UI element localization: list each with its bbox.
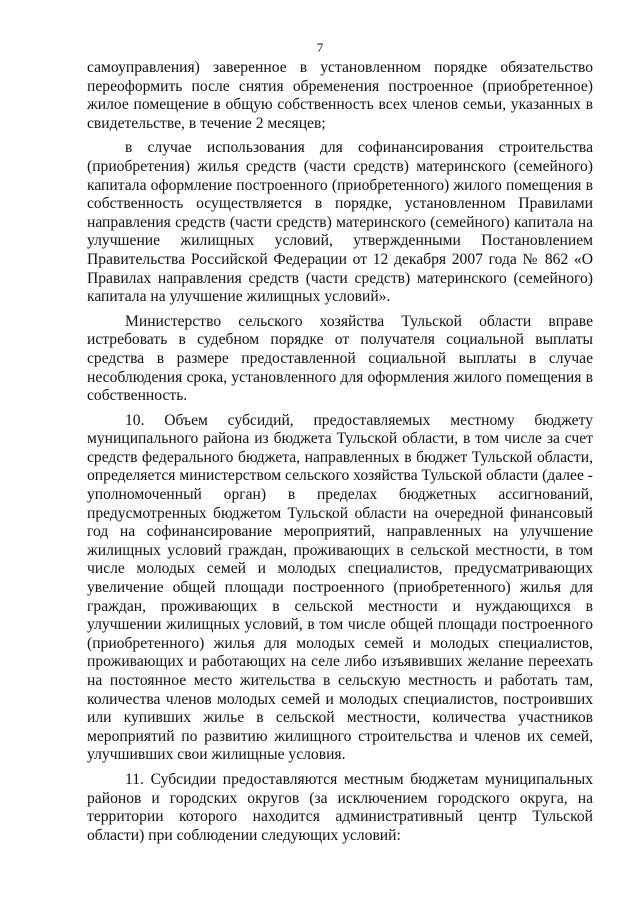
document-body bbox=[87, 59, 593, 845]
paragraph-clause-10: 10. Объем субсидий, предоставляемых местному бюджету муниципального района из бюджета Тульской области, в том числе за счет средств федерального бюджета, направленных в бюджет Тульской области, определяется министерством сельского хозяйства Тульской области (далее - уполномоченный орган) в пределах бюджетных ассигнований, предусмотренных бюджетом Тульской области на очередной финансовый год на софинансирование мероприятий, направленных на улучшение жилищных условий граждан, проживающих в сельской местности, в том числе молодых семей и молодых специалистов, предусматривающих увеличение общей площади построенного (приобретенного) жилья для граждан, проживающих в сельской местности и нуждающихся в улучшении жилищных условий, в том числе общей площади построенного (приобретенного) жилья для молодых семей и молодых специалистов, проживающих и работающих на селе либо изъявивших желание переехать на постоянное место жительства в сельскую местность и работать там, количества членов молодых семей и молодых специалистов, построивших или купивших жилье в сельской местности, количества участников мероприятий по развитию жилищного строительства и членов их семей, улучшивших свои жилищные условия. bbox=[87, 411, 593, 764]
paragraph-clause-11: 11. Субсидии предоставляются местным бюджетам муниципальных районов и городских округов (за исключением городского округа, на территории которого находится административный центр Тульской области) при соблюдении следующих условий: bbox=[87, 770, 593, 844]
paragraph-continuation: самоуправления) заверенное в установленном порядке обязательство переоформить после снятия обременения построенное (приобретенное) жилое помещение в общую собственность всех членов семьи, указанных в свидетельстве, в течение 2 месяцев; bbox=[87, 59, 593, 132]
page-number: 7 bbox=[316, 40, 324, 55]
paragraph-maternity-capital: в случае использования для софинансирования строительства (приобретения) жилья средств (части средств) материнского (семейного) капитала оформление построенного (приобретенного) жилого помещения в собственность осуществляется в порядке, установленном Правилами направления средств (части средств) материнского (семейного) капитала на улучшение жилищных условий, утвержденными Постановлением Правительства Российской Федерации от 12 декабря 2007 года № 862 «О Правилах направления средств (части средств) материнского (семейного) капитала на улучшение жилищных условий». bbox=[87, 139, 593, 306]
paragraph-ministry-rights: Министерство сельского хозяйства Тульской области вправе истребовать в судебном порядке от получателя социальной выплаты средства в размере предоставленной социальной выплаты в случае несоблюдения срока, установленного для оформления жилого помещения в собственность. bbox=[87, 312, 593, 405]
